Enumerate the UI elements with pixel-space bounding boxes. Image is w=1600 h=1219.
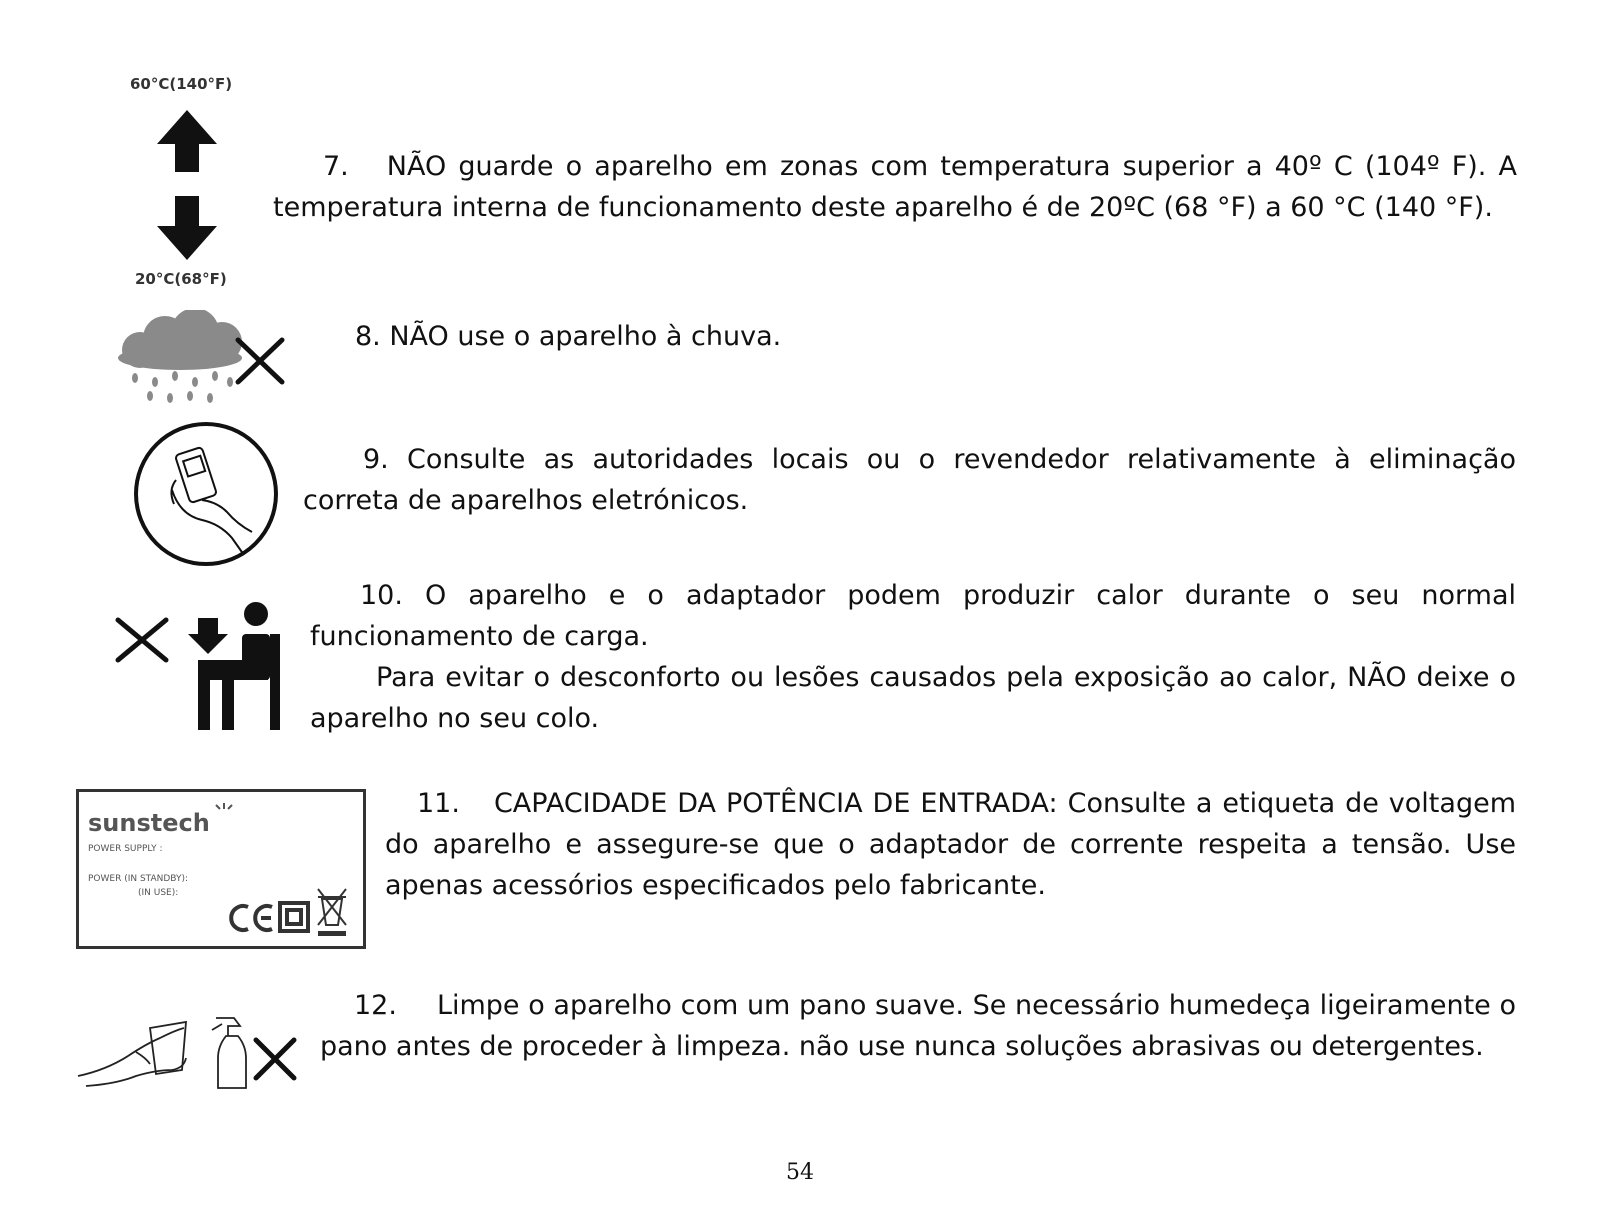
item-11-text: 11. CAPACIDADE DA POTÊNCIA DE ENTRADA: Consulte a etiqueta de voltagem do aparelho e assegure-se que o adaptador de corrente respeita a tensão. Use apenas acessórios especificados pelo fabricante. [385, 788, 1516, 901]
temp-max-label: 60°C(140°F) [130, 75, 233, 93]
no-spray-cleaning-icon [76, 1000, 301, 1095]
label-line-3: (IN USE): [138, 888, 179, 898]
rain-cloud-crossed-icon [110, 310, 295, 405]
temp-min-label: 20°C(68°F) [135, 270, 227, 288]
item-12-text: 12. Limpe o aparelho com um pano suave. Se necessário humedeça ligeiramente o pano antes de proceder à limpeza. não use nunca soluções abrasivas ou detergentes. [320, 990, 1516, 1062]
item-9-text: 9. Consulte as autoridades locais ou o revendedor relativamente à eliminação correta de aparelhos eletrónicos. [303, 444, 1516, 516]
item-8-text: 8. NÃO use o aparelho à chuva. [355, 321, 782, 352]
hand-phone-disposal-icon [132, 420, 282, 570]
brand-logo: sunstech [88, 809, 210, 837]
no-lap-use-icon [110, 600, 295, 740]
label-line-2: POWER (IN STANDBY): [88, 874, 189, 884]
sunstech-power-label-icon [76, 789, 366, 949]
item-10-text: 10. O aparelho e o adaptador podem produzir calor durante o seu normal funcionamento de carga. Para evitar o desconforto ou lesões causados pela exposição ao calor, NÃO deixe o aparelho no seu colo. [310, 580, 1516, 734]
page-number: 54 [786, 1160, 814, 1185]
item-7-text: 7. NÃO guarde o aparelho em zonas com temperatura superior a 40º C (104º F). A temperatura interna de funcionamento deste aparelho é de 20ºC (68 °F) a 60 °C (140 °F). [273, 151, 1517, 223]
temperature-range-icon [125, 72, 255, 292]
label-line-1: POWER SUPPLY : [88, 844, 163, 854]
